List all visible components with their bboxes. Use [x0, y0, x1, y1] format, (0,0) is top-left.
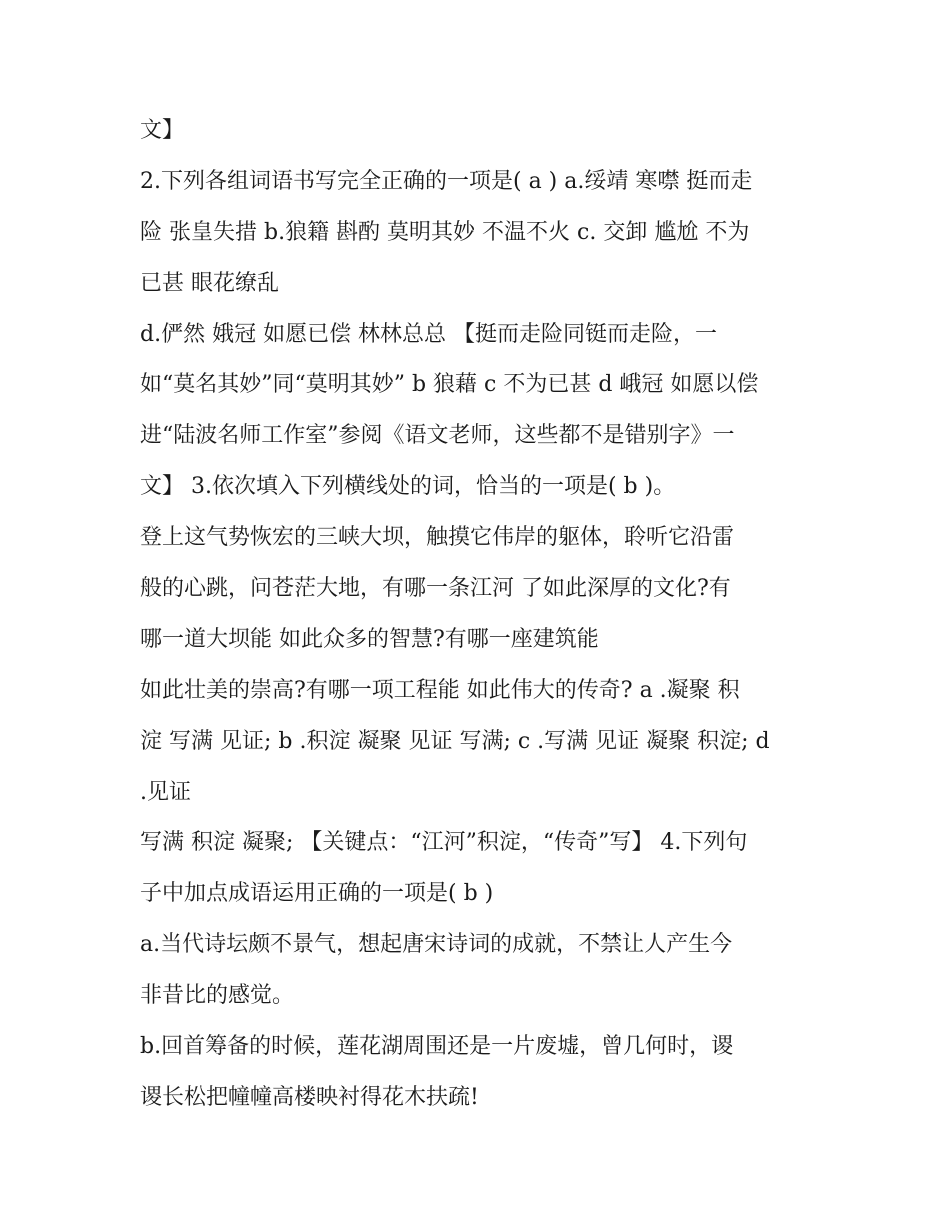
text-line: 险 张皇失措 b.狼籍 斟酌 莫明其妙 不温不火 c. 交卸 尴尬 不为 [140, 219, 750, 245]
text-line: 文】 3.依次填入下列横线处的词，恰当的一项是( b )。 [140, 474, 676, 500]
text-line: a.当代诗坛颇不景气，想起唐宋诗词的成就，不禁让人产生今 [140, 932, 733, 958]
text-line: 写满 积淀 凝聚; 【关键点：“江河”积淀，“传奇”写】 4.下列句 [140, 830, 748, 856]
text-line: 2.下列各组词语书写完全正确的一项是( a ) a.绥靖 寒噤 挺而走 [140, 168, 753, 194]
document-body [140, 106, 820, 1124]
text-line: 已甚 眼花缭乱 [140, 270, 279, 296]
text-line: 非昔比的感觉。 [140, 983, 295, 1009]
text-line: 般的心跳，问苍茫大地，有哪一条江河 了如此深厚的文化?有 [140, 576, 731, 602]
text-line: 哪一道大坝能 如此众多的智慧?有哪一座建筑能 [140, 626, 599, 652]
text-line: d.俨然 娥冠 如愿已偿 林林总总 【挺而走险同铤而走险，一 [140, 321, 718, 347]
text-line: .见证 [140, 779, 191, 805]
text-line: 文】 [140, 118, 185, 143]
text-line: 谡长松把幢幢高楼映衬得花木扶疏! [140, 1084, 479, 1110]
text-line: 如“莫名其妙”同“莫明其妙” b 狼藉 c 不为已甚 d 峨冠 如愿以偿 [140, 372, 759, 398]
text-line: b.回首筹备的时候，莲花湖周围还是一片废墟，曾几何时，谡 [140, 1034, 734, 1060]
text-line: 登上这气势恢宏的三峡大坝，触摸它伟岸的躯体，聆听它沿雷 [140, 525, 735, 551]
text-line: 进“陆波名师工作室”参阅《语文老师，这些都不是错别字》一 [140, 423, 735, 449]
text-line: 如此壮美的崇高?有哪一项工程能 如此伟大的传奇? a .凝聚 积 [140, 677, 740, 703]
text-line: 淀 写满 见证; b .积淀 凝聚 见证 写满; c .写满 见证 凝聚 积淀; d [140, 728, 770, 754]
text-line: 子中加点成语运用正确的一项是( b ) [140, 881, 494, 907]
